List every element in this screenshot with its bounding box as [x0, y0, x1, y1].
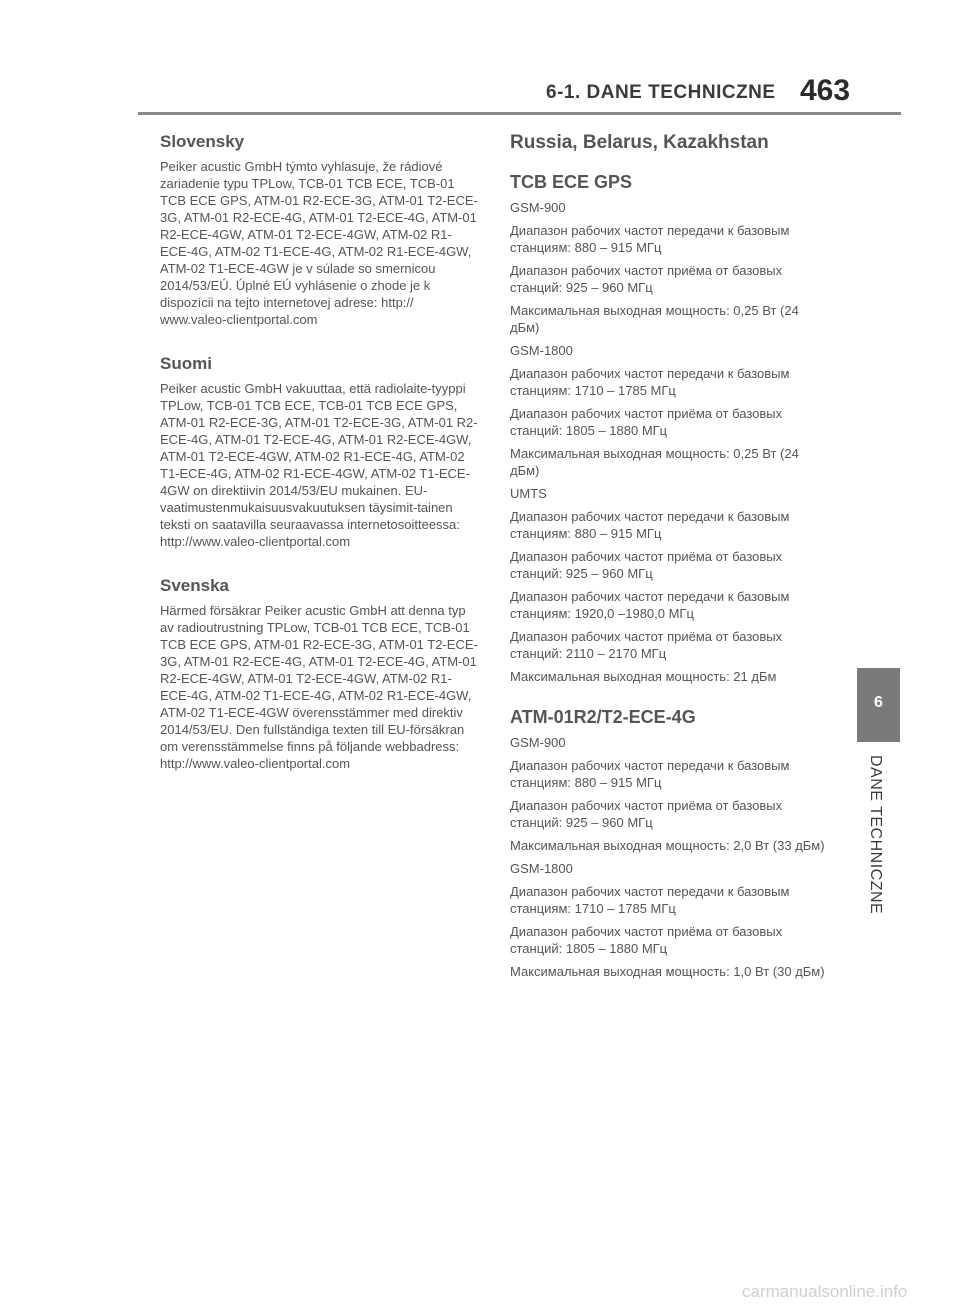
header-rule [138, 112, 901, 115]
watermark: carmanualsonline.info [742, 1282, 908, 1301]
section-heading-slovensky: Slovensky [160, 132, 245, 151]
spec-line: Диапазон рабочих частот приёма от базовых станций: 925 – 960 МГц [510, 798, 783, 830]
band-label: UMTS [510, 486, 547, 501]
section-text-slovensky: Peiker acustic GmbH týmto vyhlasuje, že rádiové zariadenie typu TPLow, TCB-01 TCB ECE, TCB-01 TCB ECE GPS, ATM-01 R2-ECE-3G, ATM-01 T2-ECE-3G, ATM-01 R2-ECE-4G, ATM-01 T2-ECE-4G, ATM-01 R2-ECE-4GW, ATM-01 T2-ECE-4GW, ATM-02 R1-ECE-4G, ATM-02 T1-ECE-4G, ATM-02 R1-ECE-4GW, ATM-02 T1-ECE-4GW je v súlade so smernicou 2014/53/EÚ. Úplné EÚ vyhlásenie o zhode je k dispozícii na tejto internetovej adrese: http:// www.valeo-clientportal.com [160, 159, 478, 327]
spec-line: Диапазон рабочих частот передачи к базовым станциям: 880 – 915 МГц [510, 758, 790, 790]
left-column [160, 128, 478, 772]
right-column [510, 128, 828, 986]
spec-line: Диапазон рабочих частот передачи к базовым станциям: 1920,0 –1980,0 МГц [510, 589, 790, 621]
band-label: GSM-900 [510, 735, 566, 750]
page-number: 463 [800, 74, 851, 107]
spec-line: Максимальная выходная мощность: 21 дБм [510, 669, 777, 684]
chapter-side-label: DANE TECHNICZNE [867, 755, 884, 915]
band-label: GSM-1800 [510, 343, 573, 358]
spec-line: Диапазон рабочих частот передачи к базовым станциям: 880 – 915 МГц [510, 223, 790, 255]
spec-line: Диапазон рабочих частот приёма от базовых станций: 925 – 960 МГц [510, 549, 783, 581]
spec-line: Максимальная выходная мощность: 2,0 Вт (33 дБм) [510, 838, 825, 853]
chapter-number: 6 [874, 694, 883, 711]
spec-line: Максимальная выходная мощность: 0,25 Вт (24 дБм) [510, 303, 799, 335]
section-text-svenska: Härmed försäkrar Peiker acustic GmbH att denna typ av radioutrustning TPLow, TCB-01 TCB ECE, TCB-01 TCB ECE GPS, ATM-01 R2-ECE-3G, ATM-01 T2-ECE-3G, ATM-01 R2-ECE-4G, ATM-01 T2-ECE-4G, ATM-01 R2-ECE-4GW, ATM-01 T2-ECE-4GW, ATM-02 R1-ECE-4G, ATM-02 T1-ECE-4G, ATM-02 R1-ECE-4GW, ATM-02 T1-ECE-4GW överensstämmer med direktiv 2014/53/EU. Den fullständiga texten till EU-försäkran om verensstämmelse finns på följande webbadress: http://www.valeo-clientportal.com [160, 603, 478, 771]
spec-line: Диапазон рабочих частот приёма от базовых станций: 1805 – 1880 МГц [510, 406, 783, 438]
model-heading-tcb-ece-gps: TCB ECE GPS [510, 172, 633, 192]
section-heading-suomi: Suomi [160, 354, 212, 373]
spec-line: Диапазон рабочих частот передачи к базовым станциям: 1710 – 1785 МГц [510, 366, 790, 398]
spec-line: Максимальная выходная мощность: 1,0 Вт (30 дБм) [510, 964, 825, 979]
region-title: Russia, Belarus, Kazakhstan [510, 132, 769, 153]
spec-line: Диапазон рабочих частот передачи к базовым станциям: 1710 – 1785 МГц [510, 884, 790, 916]
spec-line: Диапазон рабочих частот приёма от базовых станций: 2110 – 2170 МГц [510, 629, 783, 661]
section-heading-svenska: Svenska [160, 576, 229, 595]
header-section-title: 6-1. DANE TECHNICZNE [546, 82, 776, 103]
spec-line: Максимальная выходная мощность: 0,25 Вт (24 дБм) [510, 446, 799, 478]
band-label: GSM-1800 [510, 861, 573, 876]
chapter-side-tab[interactable] [857, 668, 900, 742]
model-heading-atm-01r2-t2-ece-4g: ATM-01R2/T2-ECE-4G [510, 707, 696, 727]
spec-line: Диапазон рабочих частот передачи к базовым станциям: 880 – 915 МГц [510, 509, 790, 541]
band-label: GSM-900 [510, 200, 566, 215]
spec-line: Диапазон рабочих частот приёма от базовых станций: 925 – 960 МГц [510, 263, 783, 295]
spec-line: Диапазон рабочих частот приёма от базовых станций: 1805 – 1880 МГц [510, 924, 783, 956]
section-text-suomi: Peiker acustic GmbH vakuuttaa, että radiolaite-tyyppi TPLow, TCB-01 TCB ECE, TCB-01 TCB ECE GPS, ATM-01 R2-ECE-3G, ATM-01 T2-ECE-3G, ATM-01 R2-ECE-4G, ATM-01 T2-ECE-4G, ATM-01 R2-ECE-4GW, ATM-01 T2-ECE-4GW, ATM-02 R1-ECE-4G, ATM-02 T1-ECE-4G, ATM-02 R1-ECE-4GW, ATM-02 T1-ECE-4GW on direktiivin 2014/53/EU mukainen. EU-vaatimustenmukaisuusvakuutuksen täysimit-tainen teksti on saatavilla seuraavassa internetosoitteessa: http://www.valeo-clientportal.com [160, 381, 478, 549]
